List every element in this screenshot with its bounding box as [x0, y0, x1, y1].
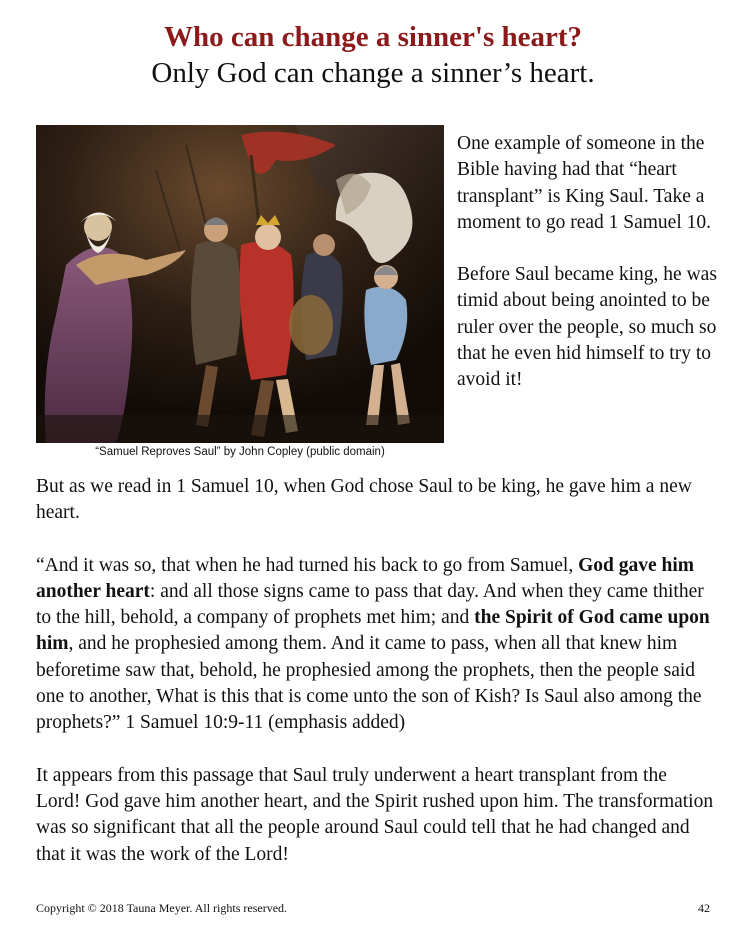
page-title: Who can change a sinner's heart? — [163, 21, 583, 53]
copyright-notice: Copyright © 2018 Tauna Meyer. All rights reserved. — [36, 901, 288, 915]
quote-part-1: “And it was so, that when he had turned his back to go from Samuel, — [36, 554, 579, 576]
side-paragraph-2: Before Saul became king, he was timid about being anointed to be ruler over the people, so much so that he even hid himself to try to avoid it! — [457, 264, 717, 391]
page-number: 42 — [698, 901, 710, 915]
main-body — [36, 474, 716, 868]
intro-paragraph: But as we read in 1 Samuel 10, when God chose Saul to be king, he gave him a new heart. — [36, 476, 692, 524]
quote-emphasis-2: the Spirit of God came upon him — [36, 607, 710, 655]
scripture-quote — [36, 553, 716, 737]
quote-part-2: : and all those signs came to pass that day. And when they came thither to the hill, behold, a company of prophets met him; and — [36, 580, 704, 629]
quote-part-3: , and he prophesied among them. And it came to pass, when all that knew him beforetime saw that, behold, he prophesied among the prophets, then the people said one to another, What is this that is come unto the son of Kish? Is Saul also among the prophets?” 1 Samuel 10:9-11 (emphasis added) — [36, 633, 702, 734]
conclusion-paragraph: It appears from this passage that Saul truly underwent a heart transplant from the Lord! God gave him another heart, and the Spirit rushed upon him. The transformation was so significant that all the people around Saul could tell that he had changed and that it was the work of the Lord! — [36, 764, 714, 865]
side-paragraph-1: One example of someone in the Bible having had that “heart transplant” is King Saul. Take a moment to go read 1 Samuel 10. — [457, 133, 711, 233]
painting-caption: “Samuel Reproves Saul” by John Copley (public domain) — [95, 446, 385, 458]
painting-image — [36, 125, 444, 443]
side-column — [457, 131, 719, 394]
page-subtitle: Only God can change a sinner’s heart. — [151, 57, 595, 89]
quote-emphasis-1: God gave him another heart — [36, 554, 695, 602]
